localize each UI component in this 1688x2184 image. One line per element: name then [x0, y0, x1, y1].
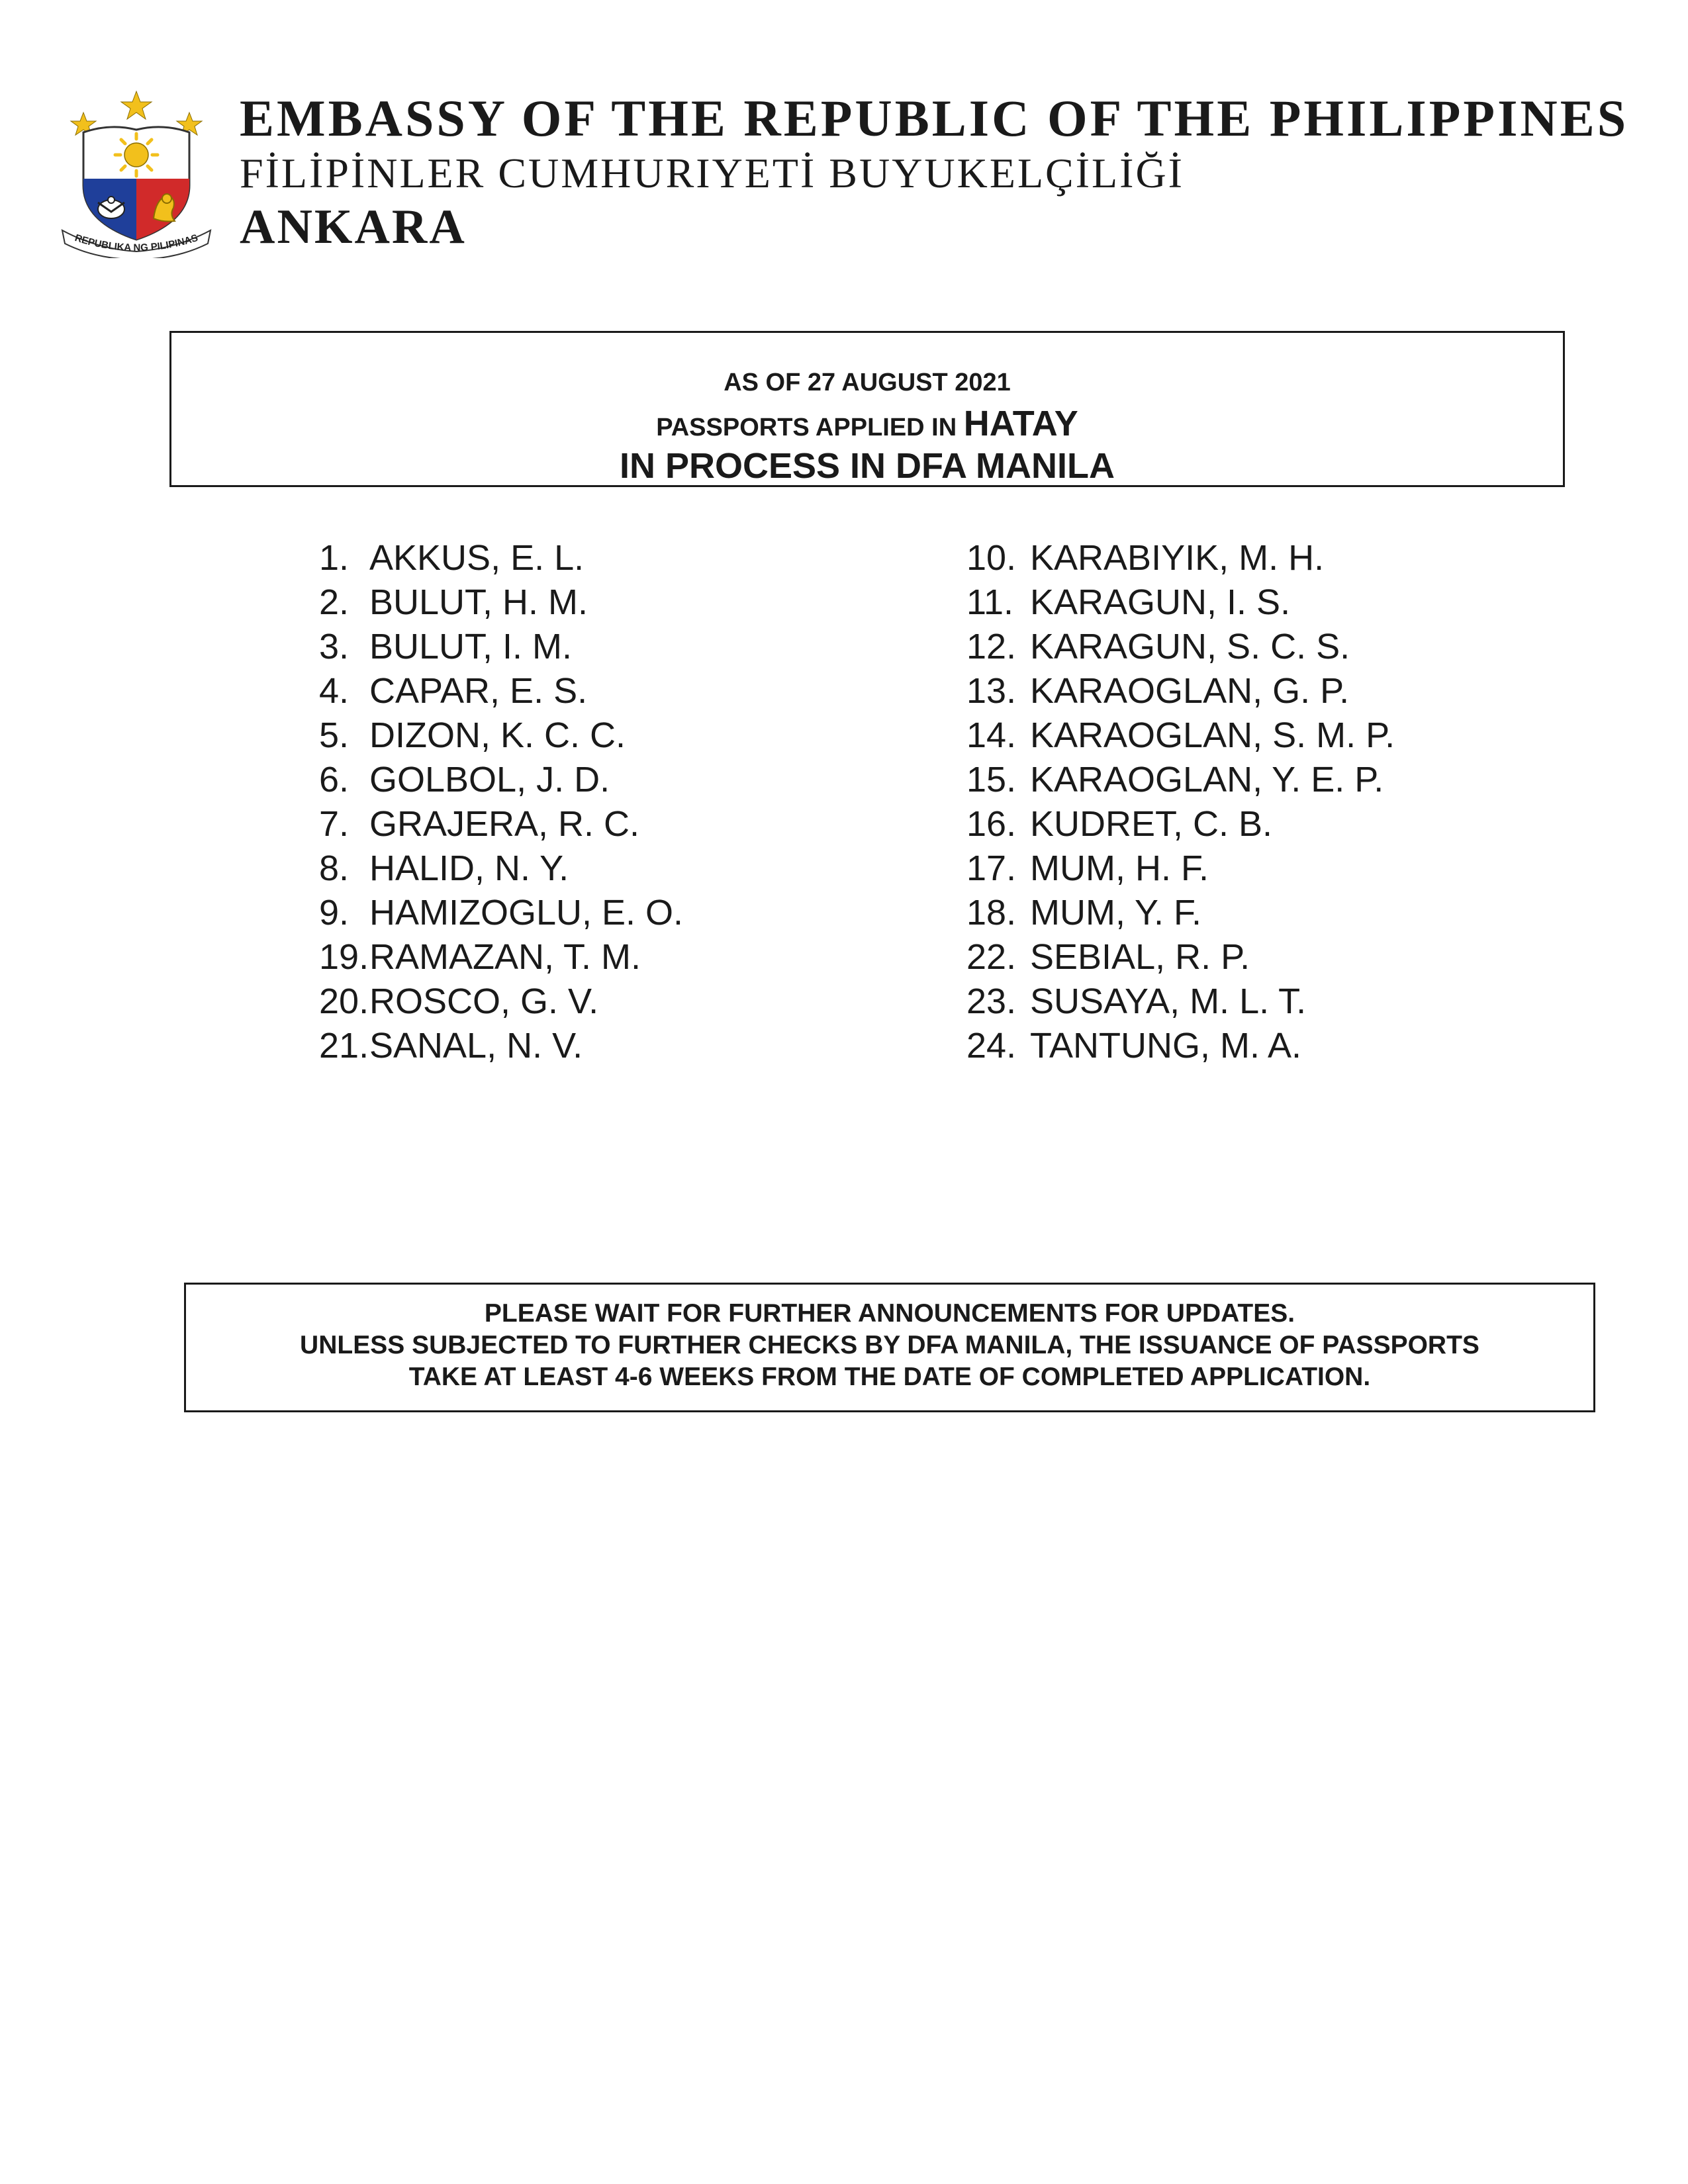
list-item-name: MUM, H. F. — [1030, 848, 1209, 888]
list-item-name: KARAGUN, I. S. — [1030, 582, 1291, 622]
list-item — [319, 669, 683, 713]
list-item-number: 7. — [319, 804, 350, 844]
list-item — [319, 979, 683, 1024]
list-item-number: 5. — [319, 715, 350, 755]
seal-star-top — [121, 91, 152, 119]
list-item-name: KUDRET, C. B. — [1030, 804, 1273, 844]
list-item-number: 19. — [319, 937, 369, 977]
list-item — [319, 625, 683, 669]
letterhead — [240, 89, 1629, 254]
coat-of-arms-seal — [57, 86, 216, 258]
list-item-name: CAPAR, E. S. — [369, 671, 588, 711]
list-item-number: 20. — [319, 981, 369, 1021]
list-item-number: 21. — [319, 1026, 369, 1066]
names-list-right — [966, 536, 1395, 1068]
list-item-number: 16. — [966, 804, 1017, 844]
list-item — [319, 802, 683, 846]
embassy-name: EMBASSY OF THE REPUBLIC OF THE PHILIPPINES — [240, 89, 1629, 147]
list-item-name: DIZON, K. C. C. — [369, 715, 626, 755]
names-list-left — [319, 536, 683, 1068]
seal-ribbon-text: REPUBLIKA NG PILIPINAS — [73, 232, 200, 254]
list-item-number: 3. — [319, 627, 350, 666]
list-item-number: 2. — [319, 582, 350, 622]
list-item — [319, 935, 683, 979]
list-item — [319, 1024, 683, 1068]
list-item — [319, 891, 683, 935]
list-item-name: GOLBOL, J. D. — [369, 760, 610, 799]
list-item-number: 23. — [966, 981, 1017, 1021]
list-item-name: KARABIYIK, M. H. — [1030, 538, 1325, 578]
list-item-name: SEBIAL, R. P. — [1030, 937, 1250, 977]
list-item-name: RAMAZAN, T. M. — [369, 937, 641, 977]
list-item-name: HALID, N. Y. — [369, 848, 569, 888]
list-item — [966, 625, 1395, 669]
list-item-number: 12. — [966, 627, 1017, 666]
list-item-name: BULUT, I. M. — [369, 627, 573, 666]
list-item-number: 22. — [966, 937, 1017, 977]
list-item-name: GRAJERA, R. C. — [369, 804, 640, 844]
list-item — [319, 580, 683, 625]
list-item-name: SUSAYA, M. L. T. — [1030, 981, 1307, 1021]
embassy-name-turkish: FİLİPİNLER CUMHURIYETİ BUYUKELÇİLİĞİ — [240, 150, 1184, 197]
list-item-name: KARAGUN, S. C. S. — [1030, 627, 1350, 666]
process-status: IN PROCESS IN DFA MANILA — [619, 446, 1115, 486]
list-item-number: 13. — [966, 671, 1017, 711]
list-item-number: 15. — [966, 760, 1017, 799]
list-item-number: 24. — [966, 1026, 1017, 1066]
list-item — [966, 1024, 1395, 1068]
notice-line-3: TAKE AT LEAST 4-6 WEEKS FROM THE DATE OF COMPLETED APPLICATION. — [408, 1363, 1371, 1391]
list-item-name: KARAOGLAN, S. M. P. — [1030, 715, 1395, 755]
list-item-name: HAMIZOGLU, E. O. — [369, 893, 684, 933]
list-item-number: 4. — [319, 671, 350, 711]
list-item-number: 11. — [966, 582, 1014, 622]
list-item — [966, 669, 1395, 713]
list-item-name: ROSCO, G. V. — [369, 981, 599, 1021]
list-item — [966, 846, 1395, 891]
title-box — [169, 331, 1565, 487]
list-item-number: 9. — [319, 893, 350, 933]
list-item-number: 10. — [966, 538, 1017, 578]
list-item — [966, 891, 1395, 935]
list-item-name: BULUT, H. M. — [369, 582, 588, 622]
list-item — [966, 802, 1395, 846]
list-item — [966, 580, 1395, 625]
list-item — [319, 846, 683, 891]
list-item-name: SANAL, N. V. — [369, 1026, 583, 1066]
list-item-number: 18. — [966, 893, 1017, 933]
as-of-date: AS OF 27 AUGUST 2021 — [724, 369, 1011, 396]
notice-line-2: UNLESS SUBJECTED TO FURTHER CHECKS BY DFA MANILA, THE ISSUANCE OF PASSPORTS — [300, 1331, 1479, 1359]
applied-location-line — [171, 403, 1563, 444]
applied-prefix: PASSPORTS APPLIED IN — [656, 414, 964, 441]
list-item-number: 1. — [319, 538, 350, 578]
list-item — [966, 979, 1395, 1024]
list-item — [966, 713, 1395, 758]
applied-location: HATAY — [963, 404, 1078, 443]
list-item — [319, 713, 683, 758]
embassy-city: ANKARA — [240, 200, 467, 254]
notice-box — [184, 1283, 1595, 1412]
list-item-name: KARAOGLAN, G. P. — [1030, 671, 1350, 711]
list-item — [966, 758, 1395, 802]
list-item-name: MUM, Y. F. — [1030, 893, 1202, 933]
list-item — [966, 536, 1395, 580]
list-item — [319, 758, 683, 802]
notice-line-1: PLEASE WAIT FOR FURTHER ANNOUNCEMENTS FOR UPDATES. — [484, 1299, 1295, 1328]
list-item-name: AKKUS, E. L. — [369, 538, 585, 578]
list-item-number: 6. — [319, 760, 350, 799]
list-item — [966, 935, 1395, 979]
list-item-number: 8. — [319, 848, 350, 888]
list-item-name: KARAOGLAN, Y. E. P. — [1030, 760, 1384, 799]
list-item-name: TANTUNG, M. A. — [1030, 1026, 1302, 1066]
seal-sun-icon — [115, 134, 158, 176]
list-item — [319, 536, 683, 580]
list-item-number: 14. — [966, 715, 1017, 755]
list-item-number: 17. — [966, 848, 1017, 888]
